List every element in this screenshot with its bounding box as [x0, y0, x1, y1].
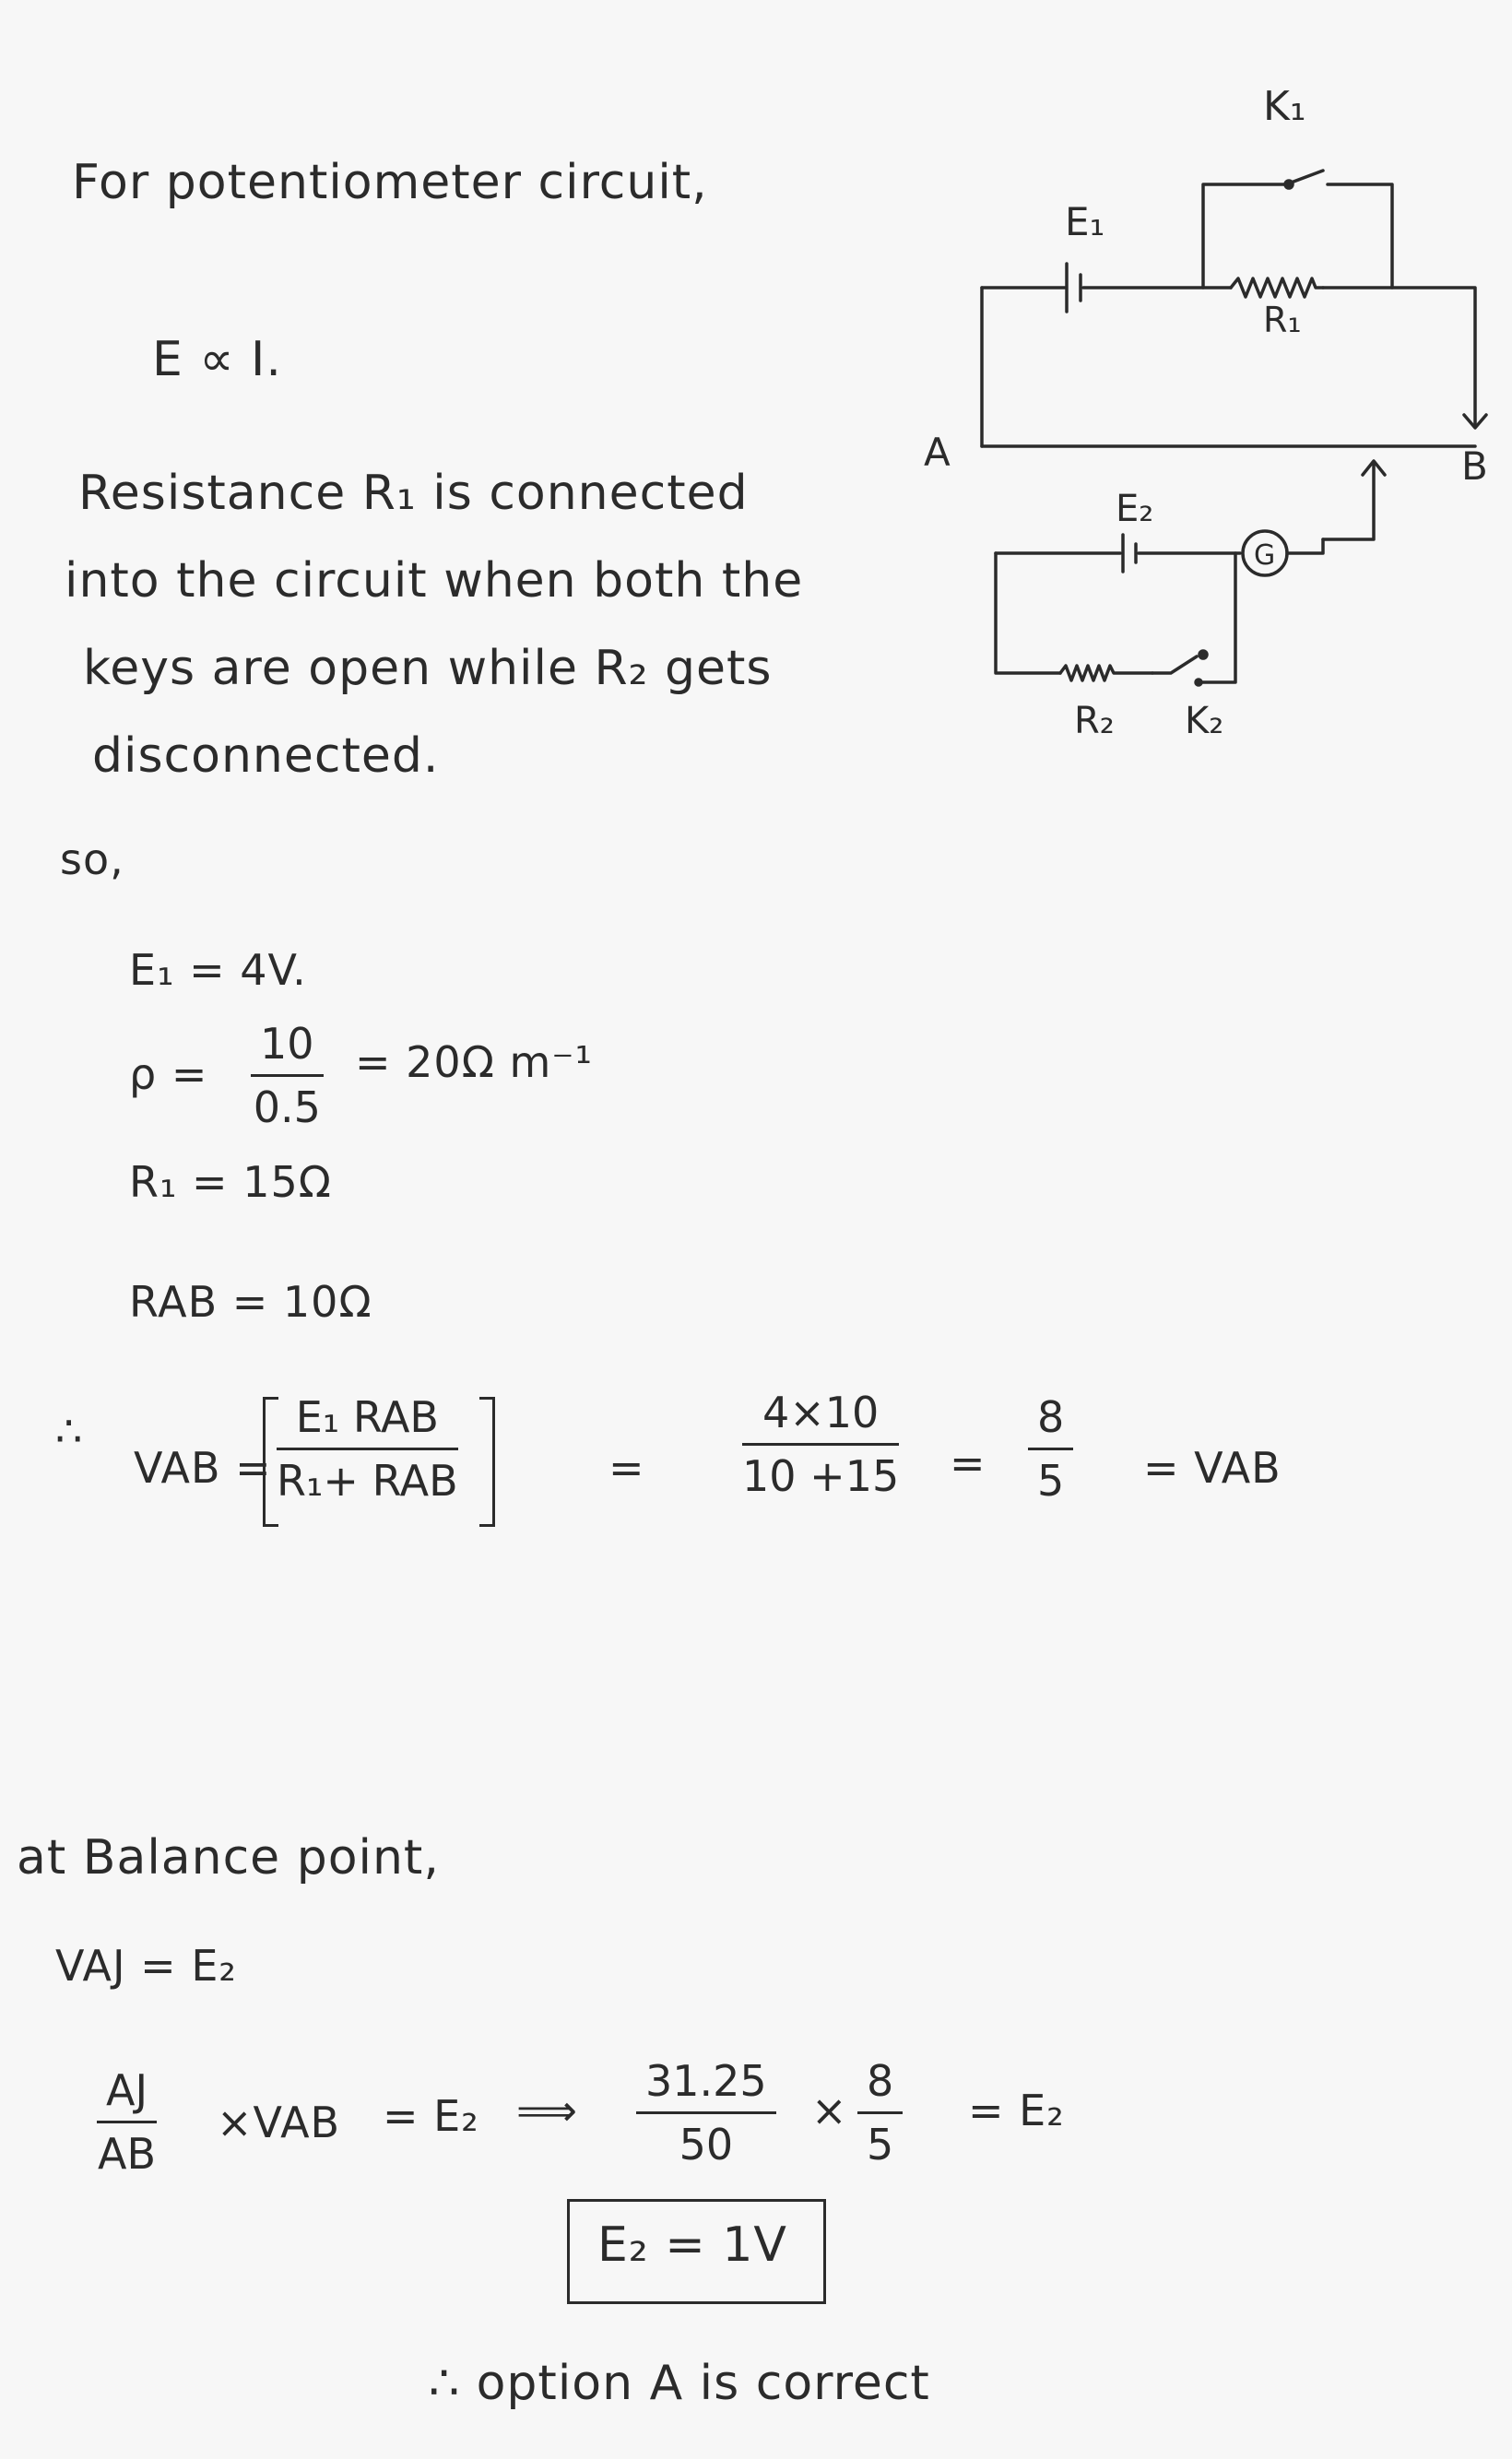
explanation-line-1: Resistance R₁ is connected: [78, 466, 749, 521]
rho-rhs: = 20Ω m⁻¹: [355, 1037, 594, 1087]
top-right-wire: [1323, 288, 1475, 426]
r2-resistor: [1060, 666, 1152, 680]
therefore-symbol: ∴: [55, 1406, 84, 1456]
answer-text: E₂ = 1V: [597, 2217, 787, 2273]
ab-denominator: AB: [98, 2129, 157, 2179]
result-denominator: 5: [1037, 1456, 1065, 1506]
equals-e2: = E₂: [383, 2091, 479, 2141]
conclusion: ∴ option A is correct: [429, 2356, 930, 2411]
vab-fraction-result: [1028, 1392, 1073, 1506]
r1-resistor: [1231, 278, 1323, 297]
formula-denominator: R₁+ RAB: [277, 1456, 458, 1506]
b-label: B: [1461, 443, 1488, 489]
a-label: A: [924, 430, 951, 475]
numbers-numerator: 4×10: [742, 1388, 899, 1446]
galvanometer-label: G: [1254, 539, 1276, 572]
balance-vaj: VAJ = E₂: [55, 1941, 237, 1991]
rho-denominator: 0.5: [253, 1082, 321, 1132]
potentiometer-circuit-diagram: [0, 0, 1512, 830]
eight-numerator: 8: [857, 2056, 903, 2114]
given-r1: R₁ = 15Ω: [129, 1157, 332, 1207]
vab-lhs: VAB =: [134, 1443, 272, 1493]
bracket-right: [479, 1397, 495, 1527]
k1-label: K₁: [1263, 83, 1306, 130]
vab-fraction-numbers: [742, 1388, 899, 1501]
rho-lhs: ρ =: [129, 1049, 208, 1099]
rho-fraction: [251, 1019, 324, 1132]
r2-label: R₂: [1074, 700, 1115, 742]
explanation-line-2: into the circuit when both the: [65, 553, 804, 609]
eight-five-fraction: [857, 2056, 903, 2169]
formula-numerator: E₁ RAB: [277, 1392, 458, 1450]
given-rab: RAB = 10Ω: [129, 1277, 372, 1327]
explanation-line-3: keys are open while R₂ gets: [83, 641, 773, 696]
e2-label: E₂: [1116, 488, 1154, 530]
balance-label: at Balance point,: [17, 1830, 440, 1886]
five-denominator: 5: [867, 2120, 894, 2169]
vab-rhs: = VAB: [1143, 1443, 1282, 1493]
times-vab: ×VAB: [217, 2098, 341, 2147]
vab-fraction-formula: [277, 1392, 458, 1506]
numbers-denominator: 10 +15: [742, 1451, 900, 1501]
r1-label: R₁: [1263, 300, 1302, 340]
rho-numerator: 10: [251, 1019, 324, 1077]
aj-ab-fraction: [97, 2065, 157, 2179]
times-symbol: ×: [811, 2086, 848, 2135]
e1-label: E₁: [1065, 199, 1105, 244]
length-denominator: 50: [679, 2120, 734, 2169]
proportionality: E ∝ I.: [152, 332, 282, 387]
vab-eq-2: =: [950, 1438, 986, 1488]
k2-label: K₂: [1185, 700, 1224, 742]
heading: For potentiometer circuit,: [72, 155, 708, 210]
given-e1: E₁ = 4V.: [129, 945, 307, 995]
length-numerator: 31.25: [636, 2056, 776, 2114]
implies-arrow: ⟹: [516, 2086, 578, 2135]
result-numerator: 8: [1028, 1392, 1073, 1450]
vab-eq-1: =: [608, 1443, 645, 1493]
result-equals-e2: = E₂: [968, 2086, 1065, 2135]
k2-switch-lever: [1152, 656, 1197, 673]
so-label: so,: [60, 834, 124, 884]
aj-numerator: AJ: [97, 2065, 157, 2123]
explanation-line-4: disconnected.: [92, 728, 440, 784]
length-fraction: [636, 2056, 776, 2169]
